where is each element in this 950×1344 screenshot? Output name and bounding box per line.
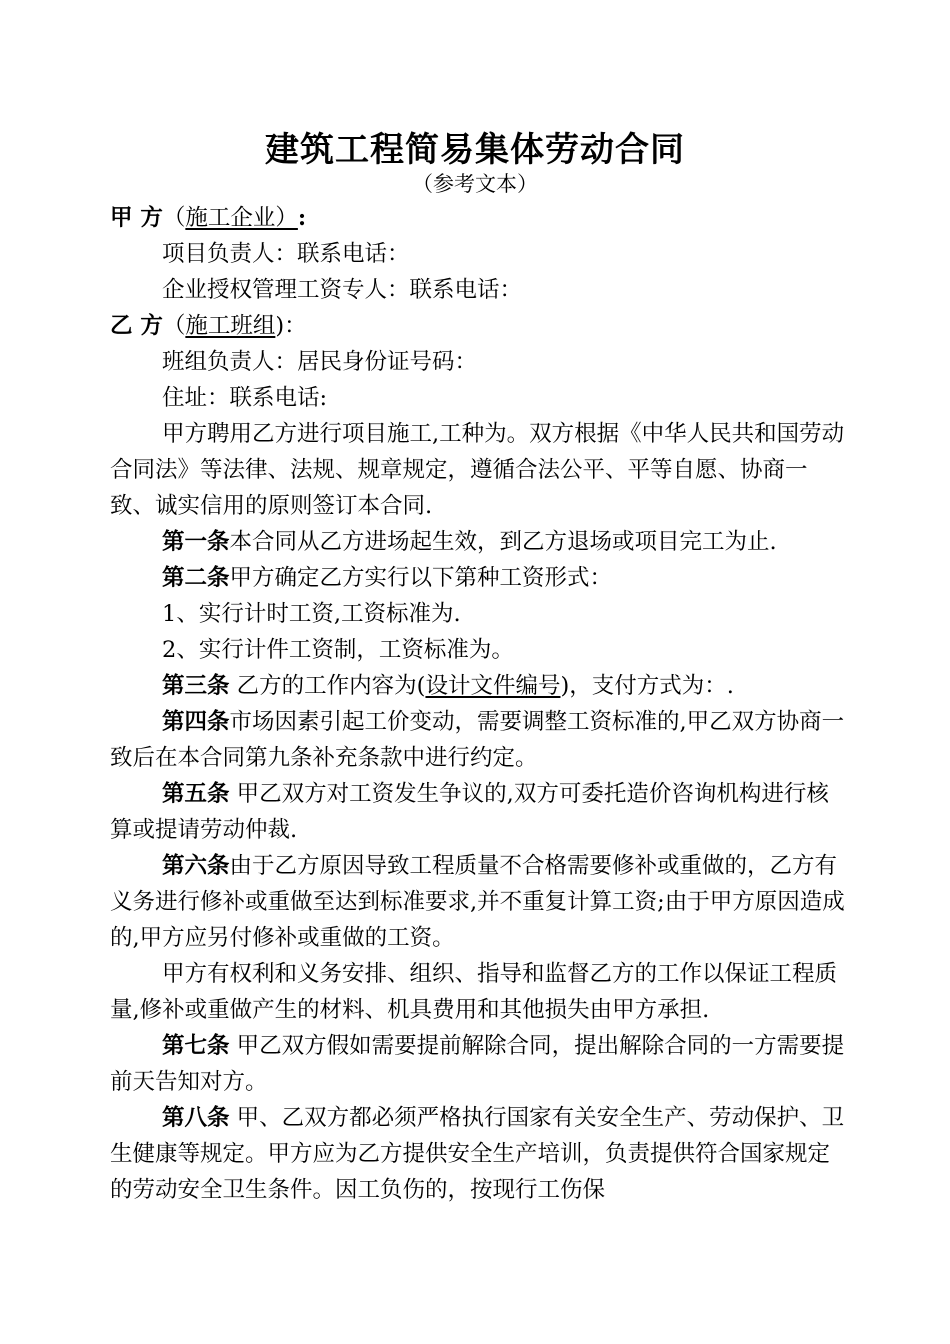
article-3-text-after: )，支付方式为：. (560, 673, 734, 699)
article-6-text: 由于乙方原因导致工程质量不合格需要修补或重做的，乙方有义务进行修补或重做至达到标准要求,并不重复计算工资;由于甲方原因造成的,甲方应另付修补或重做的工资。 (110, 853, 845, 951)
preamble: 甲方聘用乙方进行项目施工,工种为。双方根据《中华人民共和国劳动合同法》等法律、法规、规章规定，遵循合法公平、平等自愿、协商一致、诚实信用的原则签订本合同. (110, 421, 845, 519)
article-8-label: 第八条 (162, 1105, 230, 1131)
document-title: 建筑工程简易集体劳动合同 (265, 130, 685, 170)
party-b-line1: 班组负责人：居民身份证号码： (162, 349, 478, 375)
article-7-text: 甲乙双方假如需要提前解除合同，提出解除合同的一方需要提前天告知对方。 (110, 1033, 845, 1095)
article-3 (110, 668, 850, 704)
article-6-label: 第六条 (162, 853, 230, 879)
article-5 (110, 776, 850, 848)
article-8 (110, 1100, 850, 1208)
article-2-label: 第二条 (162, 565, 230, 591)
party-b-name: 施工班组 (185, 313, 276, 339)
article-3-label: 第三条 (162, 673, 230, 699)
party-a-colon: : (297, 205, 307, 231)
article-8-text: 甲、乙双方都必须严格执行国家有关安全生产、劳动保护、卫生健康等规定。甲方应为乙方提供安全生产培训，负责提供符合国家规定的劳动安全卫生条件。因工负伤的，按现行工伤保 (110, 1105, 845, 1203)
party-a-heading (110, 200, 850, 236)
article-6-para-2: 甲方有权利和义务安排、组织、指导和监督乙方的工作以保证工程质量,修补或重做产生的材料、机具费用和其他损失由甲方承担. (110, 961, 838, 1023)
party-a-paren: （ (162, 205, 186, 231)
article-3-text-before: 乙方的工作内容为( (229, 673, 426, 699)
contract-body (110, 200, 850, 1208)
article-3-underlined: 设计文件编号 (425, 673, 561, 699)
party-b-paren-close: )： (275, 313, 307, 339)
party-b-heading (110, 308, 850, 344)
article-4-text: 市场因素引起工价变动，需要调整工资标准的,甲乙双方协商一致后在本合同第九条补充条款中进行约定。 (110, 709, 845, 771)
article-6 (110, 848, 850, 956)
article-7-label: 第七条 (162, 1033, 230, 1059)
party-a-line1: 项目负责人：联系电话： (162, 241, 410, 267)
party-a-label: 甲 方 (110, 205, 163, 231)
article-4 (110, 704, 850, 776)
party-a-name: 施工企业） (185, 205, 298, 231)
document-subtitle: （参考文本） (412, 172, 538, 196)
party-a-line2: 企业授权管理工资专人：联系电话： (162, 277, 523, 303)
article-2-item-2: 2、实行计件工资制，工资标准为。 (162, 637, 514, 663)
article-2 (110, 560, 850, 596)
article-5-label: 第五条 (162, 781, 230, 807)
article-7 (110, 1028, 850, 1100)
party-b-line2: 住址：联系电话: (162, 385, 328, 411)
party-b-paren: （ (162, 313, 186, 339)
article-2-item-1: 1、实行计时工资,工资标准为. (162, 601, 461, 627)
article-1-text: 本合同从乙方进场起生效，到乙方退场或项目完工为止. (229, 529, 777, 555)
article-1 (110, 524, 850, 560)
article-1-label: 第一条 (162, 529, 230, 555)
party-b-label: 乙 方 (110, 313, 163, 339)
article-5-text: 甲乙双方对工资发生争议的,双方可委托造价咨询机构进行核算或提请劳动仲裁. (110, 781, 829, 843)
article-2-text: 甲方确定乙方实行以下第种工资形式： (229, 565, 613, 591)
article-4-label: 第四条 (162, 709, 230, 735)
